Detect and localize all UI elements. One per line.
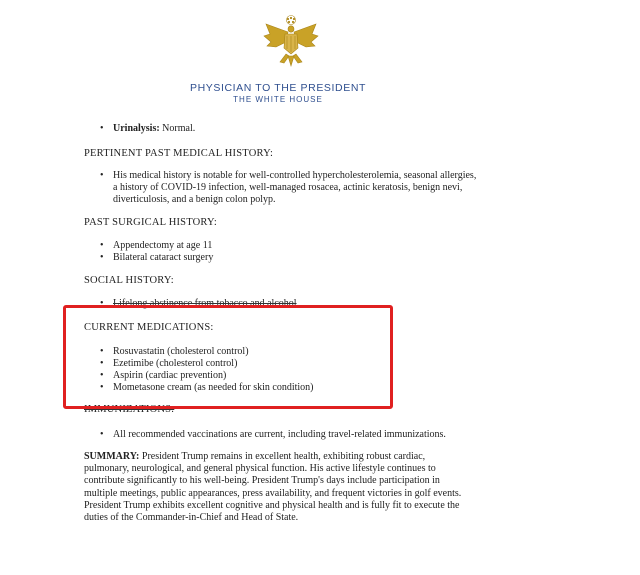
list-item: • All recommended vaccinations are current, including travel-related immunizations. bbox=[100, 429, 520, 441]
list-item: • Bilateral cataract surgery bbox=[100, 252, 480, 264]
immunizations-list bbox=[100, 429, 520, 441]
section-heading-immunizations: IMMUNIZATIONS: bbox=[84, 404, 175, 415]
header-title: PHYSICIAN TO THE PRESIDENT bbox=[189, 82, 367, 94]
presidential-seal-icon bbox=[262, 14, 320, 70]
list-item bbox=[100, 123, 480, 135]
section-heading-pertinent-history: PERTINENT PAST MEDICAL HISTORY: bbox=[84, 148, 274, 159]
section-heading-surgical-history: PAST SURGICAL HISTORY: bbox=[84, 217, 217, 228]
list-item: • Ezetimibe (cholesterol control) bbox=[100, 358, 480, 370]
surgical-history-list bbox=[100, 240, 480, 264]
urinalysis-label: Urinalysis: bbox=[113, 123, 160, 134]
summary-paragraph bbox=[84, 451, 464, 524]
section-heading-social-history: SOCIAL HISTORY: bbox=[84, 275, 174, 286]
list-item: • Rosuvastatin (cholesterol control) bbox=[100, 346, 480, 358]
urinalysis-value: Normal. bbox=[159, 123, 196, 134]
summary-label: SUMMARY: bbox=[84, 451, 140, 462]
medications-highlight-box bbox=[63, 305, 393, 409]
list-item: • His medical history is notable for well-controlled hypercholesterolemia, seasonal allergies, a history of COVID-19 infection, well-managed rosacea, actinic keratosis, benign nevi, diverticulosis, and a benign colon polyp. bbox=[100, 170, 480, 206]
list-item: • Lifelong abstinence from tobacco and alcohol bbox=[100, 298, 480, 310]
pertinent-history-list bbox=[100, 170, 480, 206]
list-item: • Mometasone cream (as needed for skin condition) bbox=[100, 382, 480, 394]
section-heading-medications: CURRENT MEDICATIONS: bbox=[84, 322, 214, 333]
header-subtitle: THE WHITE HOUSE bbox=[233, 95, 323, 104]
urinalysis-list bbox=[100, 123, 480, 135]
list-item: • Appendectomy at age 11 bbox=[100, 240, 480, 252]
summary-text: President Trump remains in excellent health, exhibiting robust cardiac, pulmonary, neurological, and general physical function. His active lifestyle continues to contribute significantly to his well-being. President Trump's days include participation in multiple meetings, public appearances, press availability, and frequent victories in golf events. President Trump exhibits excellent cognitive and physical health and is fully fit to execute the duties of the Commander-in-Chief and Head of State. bbox=[84, 451, 462, 524]
list-item: • Aspirin (cardiac prevention) bbox=[100, 370, 480, 382]
